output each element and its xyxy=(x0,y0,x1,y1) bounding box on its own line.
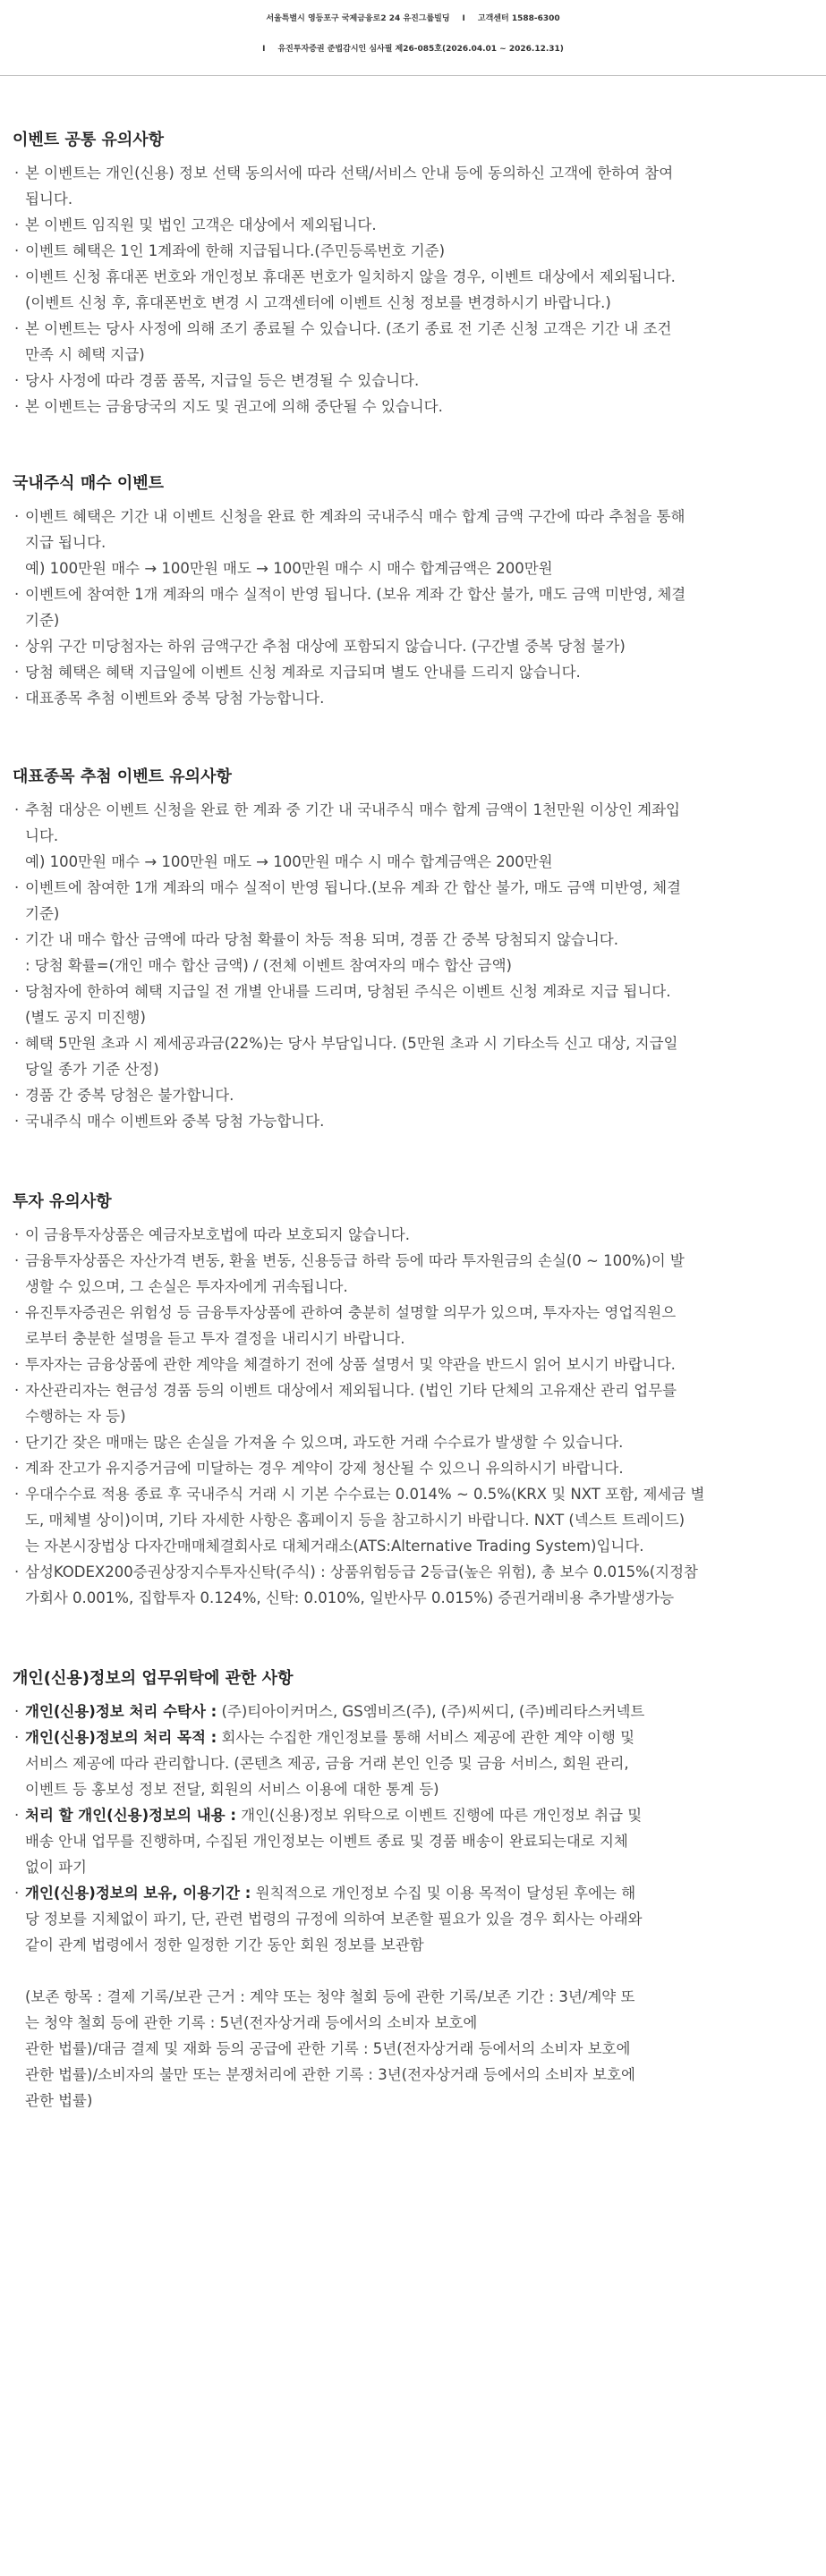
notice-item xyxy=(13,1352,815,1377)
notice-text: 기간 내 매수 합산 금액에 따라 당첨 확률이 차등 적용 되며, 경품 간 중복 당첨되지 않습니다. xyxy=(25,931,618,948)
notice-text: 수행하는 자 등) xyxy=(25,1408,126,1425)
notice-text: 이벤트 등 홍보성 정보 전달, 회원의 서비스 이용에 대한 통계 등) xyxy=(25,1781,439,1798)
item-label: 개인(신용)정보의 처리 목적 : xyxy=(25,1729,217,1746)
section-title: 투자 유의사항 xyxy=(13,1192,112,1211)
retention-note xyxy=(13,1984,815,2114)
notice-text: 삼성KODEX200증권상장지수투자신탁(주식) : 상품위험등급 2등급(높은 위험), 총 보수 0.015%(지정참 xyxy=(25,1563,698,1580)
notice-item xyxy=(13,1429,815,1455)
notice-item xyxy=(13,1724,815,1802)
notice-text: 는 자본시장법상 다자간매매체결회사로 대체거래소(ATS:Alternative Trading System)입니다. xyxy=(25,1538,644,1555)
notice-text: 본 이벤트 임직원 및 법인 고객은 대상에서 제외됩니다. xyxy=(25,216,377,233)
item-label: 처리 할 개인(신용)정보의 내용 : xyxy=(25,1807,236,1824)
notice-text: 혜택 5만원 초과 시 제세공과금(22%)는 당사 부담입니다. (5만원 초과 시 기타소득 신고 대상, 지급일 xyxy=(25,1035,678,1052)
notice-item xyxy=(13,659,815,685)
notice-text xyxy=(25,1802,815,1828)
notice-text: 이벤트에 참여한 1개 계좌의 매수 실적이 반영 됩니다.(보유 계좌 간 합산 불가, 매도 금액 미반영, 체결 xyxy=(25,879,681,896)
notice-item xyxy=(13,264,815,316)
notice-text: 됩니다. xyxy=(25,191,73,208)
notice-text: 로부터 충분한 설명을 듣고 투자 결정을 내리시기 바랍니다. xyxy=(25,1330,405,1347)
notice-text: 추첨 대상은 이벤트 신청을 완료 한 계좌 중 기간 내 국내주식 매수 합계 금액이 1천만원 이상인 계좌입 xyxy=(25,801,680,818)
notice-section xyxy=(13,471,815,711)
item-value: 회사는 수집한 개인정보를 통해 서비스 제공에 관한 계약 이행 및 xyxy=(217,1729,635,1746)
bullet-icon: · xyxy=(14,508,20,525)
bullet-icon: · xyxy=(14,931,20,948)
notice-list xyxy=(13,1699,815,1958)
bullet-icon: · xyxy=(14,1226,20,1243)
item-value: (주)티아이커머스, GS엠비즈(주), (주)씨씨디, (주)베리타스커넥트 xyxy=(217,1703,645,1720)
notice-list xyxy=(13,797,815,1134)
notice-item xyxy=(13,394,815,419)
bullet-icon: · xyxy=(14,242,20,259)
notice-text: 기준) xyxy=(25,612,60,629)
notice-item xyxy=(13,875,815,927)
notice-text: 기준) xyxy=(25,905,60,922)
notice-item xyxy=(13,1300,815,1352)
notice-text xyxy=(25,1699,815,1724)
notice-text: : 당첨 확률=(개인 매수 합산 금액) / (전체 이벤트 참여자의 매수 합산 금액) xyxy=(25,957,512,974)
bullet-icon: · xyxy=(14,983,20,1000)
notice-content xyxy=(0,128,826,2114)
bullet-icon: · xyxy=(14,1729,20,1746)
notice-item xyxy=(13,581,815,633)
notice-text: 이벤트 혜택은 기간 내 이벤트 신청을 완료 한 계좌의 국내주식 매수 합계 금액 구간에 따라 추첨을 통해 xyxy=(25,508,685,525)
bullet-icon: · xyxy=(14,1252,20,1269)
retention-note-line: 관한 법률) xyxy=(25,2092,93,2109)
notice-text: 예) 100만원 매수 → 100만원 매도 → 100만원 매수 시 매수 합계금액은 200만원 xyxy=(25,560,553,577)
notice-section xyxy=(13,765,815,1134)
notice-text: 도, 매체별 상이)이며, 기타 자세한 사항은 홈페이지 등을 참고하시기 바랍니다. NXT (넥스트 트레이드) xyxy=(25,1512,685,1529)
notice-text: 당사 사정에 따라 경품 품목, 지급일 등은 변경될 수 있습니다. xyxy=(25,372,420,389)
notice-text: 이벤트 신청 휴대폰 번호와 개인정보 휴대폰 번호가 일치하지 않을 경우, 이벤트 대상에서 제외됩니다. xyxy=(25,268,676,285)
compliance-approval: 유진투자증권 준법감시인 심사필 제26-085호(2026.04.01 ~ 2026.12.31) xyxy=(277,45,564,54)
notice-text: 본 이벤트는 개인(신용) 정보 선택 동의서에 따라 선택/서비스 안내 등에 동의하신 고객에 한하여 참여 xyxy=(25,165,674,182)
bullet-icon: · xyxy=(14,879,20,896)
retention-note-line: 는 청약 철회 등에 관한 기록 : 5년(전자상거래 등에서의 소비자 보호에 xyxy=(25,2014,478,2031)
bullet-icon: · xyxy=(14,1113,20,1130)
notice-item xyxy=(13,1481,815,1559)
item-value: 원칙적으로 개인정보 수집 및 이용 목적이 달성된 후에는 해 xyxy=(251,1885,636,1902)
section-title: 이벤트 공통 유의사항 xyxy=(13,131,165,149)
notice-text: 만족 시 혜택 지급) xyxy=(25,346,145,363)
notice-text: 예) 100만원 매수 → 100만원 매도 → 100만원 매수 시 매수 합계금액은 200만원 xyxy=(25,853,553,870)
notice-text: 계좌 잔고가 유지증거금에 미달하는 경우 계약이 강제 청산될 수 있으니 유의하시기 바랍니다. xyxy=(25,1460,624,1477)
section-title: 국내주식 매수 이벤트 xyxy=(13,474,165,493)
notice-item xyxy=(13,1222,815,1248)
item-label: 개인(신용)정보의 보유, 이용기간 : xyxy=(25,1885,251,1902)
notice-item xyxy=(13,504,815,581)
item-label: 개인(신용)정보 처리 수탁사 : xyxy=(25,1703,217,1720)
bullet-icon: · xyxy=(14,1382,20,1399)
header-divider xyxy=(0,75,826,76)
notice-item xyxy=(13,1559,815,1611)
notice-item xyxy=(13,368,815,394)
bullet-icon: · xyxy=(14,1563,20,1580)
notice-text: 경품 간 중복 당첨은 불가합니다. xyxy=(25,1087,234,1104)
section-title: 개인(신용)정보의 업무위탁에 관한 사항 xyxy=(13,1669,294,1688)
notice-text xyxy=(25,1724,815,1750)
section-title: 대표종목 추첨 이벤트 유의사항 xyxy=(13,767,232,786)
notice-item xyxy=(13,1880,815,1958)
notice-text: 당일 종가 기준 산정) xyxy=(25,1061,159,1078)
notice-section xyxy=(13,1666,815,2114)
bullet-icon: · xyxy=(14,1460,20,1477)
retention-note-line: 관한 법률)/소비자의 불만 또는 분쟁처리에 관한 기록 : 3년(전자상거래 등에서의 소비자 보호에 xyxy=(25,2066,635,2083)
notice-text: 투자자는 금융상품에 관한 계약을 체결하기 전에 상품 설명서 및 약관을 반드시 읽어 보시기 바랍니다. xyxy=(25,1356,676,1373)
notice-text: 배송 안내 업무를 진행하며, 수집된 개인정보는 이벤트 종료 및 경품 배송이 완료되는대로 지체 xyxy=(25,1833,628,1850)
bullet-icon: · xyxy=(14,690,20,707)
notice-text: 가회사 0.001%, 집합투자 0.124%, 신탁: 0.010%, 일반사무 0.015%) 증권거래비용 추가발생가능 xyxy=(25,1589,675,1606)
notice-item xyxy=(13,1030,815,1082)
notice-text: 자산관리자는 현금성 경품 등의 이벤트 대상에서 제외됩니다. (법인 기타 단체의 고유재산 관리 업무를 xyxy=(25,1382,677,1399)
notice-item xyxy=(13,1082,815,1108)
retention-note-line: 관한 법률)/대금 결제 및 재화 등의 공급에 관한 기록 : 5년(전자상거래 등에서의 소비자 보호에 xyxy=(25,2040,631,2057)
bullet-icon: · xyxy=(14,320,20,337)
notice-item xyxy=(13,797,815,875)
notice-item xyxy=(13,1802,815,1880)
notice-list xyxy=(13,160,815,419)
notice-text: 금융투자상품은 자산가격 변동, 환율 변동, 신용등급 하락 등에 따라 투자원금의 손실(0 ~ 100%)이 발 xyxy=(25,1252,685,1269)
bullet-icon: · xyxy=(14,1703,20,1720)
notice-text: 상위 구간 미당첨자는 하위 금액구간 추첨 대상에 포함되지 않습니다. (구간별 중복 당첨 불가) xyxy=(25,638,626,655)
item-value: 개인(신용)정보 위탁으로 이벤트 진행에 따른 개인정보 취급 및 xyxy=(235,1807,643,1824)
bullet-icon: · xyxy=(14,1087,20,1104)
bullet-icon: · xyxy=(14,638,20,655)
notice-item xyxy=(13,1699,815,1724)
customer-center: 고객센터 1588-6300 xyxy=(477,14,560,23)
notice-item xyxy=(13,1455,815,1481)
notice-item xyxy=(13,927,815,979)
compliance-line xyxy=(0,34,826,64)
notice-list xyxy=(13,504,815,711)
notice-text: 이 금융투자상품은 예금자보호법에 따라 보호되지 않습니다. xyxy=(25,1226,410,1243)
notice-text: 당 정보를 지체없이 파기, 단, 관련 법령의 규정에 의하여 보존할 필요가 있을 경우 회사는 아래와 xyxy=(25,1911,643,1928)
notice-text: 당첨 혜택은 혜택 지급일에 이벤트 신청 계좌로 지급되며 별도 안내를 드리지 않습니다. xyxy=(25,664,581,681)
notice-section xyxy=(13,1190,815,1611)
company-address: 서울특별시 영등포구 국제금융로2 24 유진그룹빌딩 xyxy=(266,14,450,23)
notice-list xyxy=(13,1222,815,1611)
notice-text: 유진투자증권은 위험성 등 금융투자상품에 관하여 충분히 설명할 의무가 있으며, 투자자는 영업직원으 xyxy=(25,1304,677,1321)
bullet-icon: · xyxy=(14,165,20,182)
bullet-icon: · xyxy=(14,1304,20,1321)
notice-text: 본 이벤트는 금융당국의 지도 및 권고에 의해 중단될 수 있습니다. xyxy=(25,398,443,415)
bullet-icon: · xyxy=(14,586,20,603)
notice-text: 단기간 잦은 매매는 많은 손실을 가져올 수 있으며, 과도한 거래 수수료가 발생할 수 있습니다. xyxy=(25,1434,624,1451)
bullet-icon: · xyxy=(14,1356,20,1373)
notice-item xyxy=(13,212,815,238)
notice-text xyxy=(25,1880,815,1906)
notice-item xyxy=(13,685,815,711)
notice-item xyxy=(13,1108,815,1134)
company-info xyxy=(0,0,826,64)
retention-note-line: (보존 항목 : 결제 기록/보관 근거 : 계약 또는 청약 철회 등에 관한 기록/보존 기간 : 3년/계약 또 xyxy=(25,1988,635,2005)
separator: I xyxy=(262,45,266,54)
notice-item xyxy=(13,979,815,1030)
notice-text: 대표종목 추첨 이벤트와 중복 당첨 가능합니다. xyxy=(25,690,325,707)
bullet-icon: · xyxy=(14,801,20,818)
notice-item xyxy=(13,633,815,659)
notice-text: (이벤트 신청 후, 휴대폰번호 변경 시 고객센터에 이벤트 신청 정보를 변경하시기 바랍니다.) xyxy=(25,294,611,311)
notice-text: 니다. xyxy=(25,827,59,844)
notice-item xyxy=(13,1248,815,1300)
bullet-icon: · xyxy=(14,664,20,681)
bullet-icon: · xyxy=(14,1486,20,1503)
notice-text: (별도 공지 미진행) xyxy=(25,1009,146,1026)
notice-item xyxy=(13,238,815,264)
bullet-icon: · xyxy=(14,1434,20,1451)
notice-text: 이벤트에 참여한 1개 계좌의 매수 실적이 반영 됩니다. (보유 계좌 간 합산 불가, 매도 금액 미반영, 체결 xyxy=(25,586,686,603)
notice-text: 우대수수료 적용 종료 후 국내주식 거래 시 기본 수수료는 0.014% ~ 0.5%(KRX 및 NXT 포함, 제세금 별 xyxy=(25,1486,705,1503)
notice-item xyxy=(13,1377,815,1429)
notice-text: 없이 파기 xyxy=(25,1859,88,1876)
bullet-icon: · xyxy=(14,1035,20,1052)
notice-text: 본 이벤트는 당사 사정에 의해 조기 종료될 수 있습니다. (조기 종료 전 기존 신청 고객은 기간 내 조건 xyxy=(25,320,672,337)
bullet-icon: · xyxy=(14,398,20,415)
bullet-icon: · xyxy=(14,372,20,389)
notice-text: 이벤트 혜택은 1인 1계좌에 한해 지급됩니다.(주민등록번호 기준) xyxy=(25,242,446,259)
bullet-icon: · xyxy=(14,216,20,233)
notice-item xyxy=(13,316,815,368)
separator: I xyxy=(462,14,465,23)
notice-text: 같이 관계 법령에서 정한 일정한 기간 동안 회원 정보를 보관함 xyxy=(25,1936,424,1953)
notice-text: 국내주식 매수 이벤트와 중복 당첨 가능합니다. xyxy=(25,1113,325,1130)
bullet-icon: · xyxy=(14,268,20,285)
notice-item xyxy=(13,160,815,212)
bullet-icon: · xyxy=(14,1807,20,1824)
notice-text: 지급 됩니다. xyxy=(25,534,106,551)
notice-text: 서비스 제공에 따라 관리합니다. (콘텐츠 제공, 금융 거래 본인 인증 및 금융 서비스, 회원 관리, xyxy=(25,1755,629,1772)
notice-section xyxy=(13,128,815,419)
bullet-icon: · xyxy=(14,1885,20,1902)
notice-text: 당첨자에 한하여 혜택 지급일 전 개별 안내를 드리며, 당첨된 주식은 이벤트 신청 계좌로 지급 됩니다. xyxy=(25,983,671,1000)
notice-text: 생할 수 있으며, 그 손실은 투자자에게 귀속됩니다. xyxy=(25,1278,348,1295)
company-address-line xyxy=(0,4,826,34)
